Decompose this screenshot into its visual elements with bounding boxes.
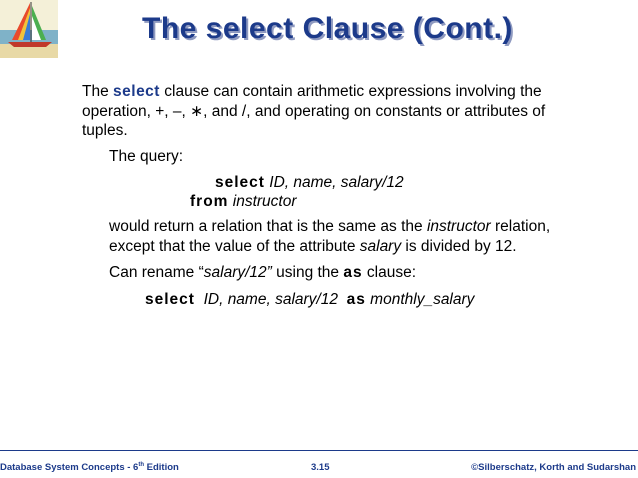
select-keyword: select (215, 174, 265, 191)
slide-title: The select Clause (Cont.) (142, 12, 513, 45)
query-from-line (190, 192, 297, 212)
intro-line-2: operation, +, –, ∗, and /, and operating on constants or attributes of (82, 102, 546, 120)
rename-query-line (145, 290, 474, 310)
result-italic: instructor (426, 218, 491, 235)
query-select-line (215, 173, 404, 193)
footer-left (0, 462, 179, 473)
result-text: relation, (490, 218, 551, 235)
intro-line-1 (82, 82, 545, 102)
intro-text: The (82, 83, 114, 100)
select-keyword: select (113, 83, 160, 100)
footer-sup: th (138, 462, 145, 468)
rename-italic: salary/12” (203, 264, 272, 281)
rename-line (109, 263, 416, 283)
from-keyword: from (190, 193, 229, 210)
result-text: except that the value of the attribute (109, 237, 360, 255)
rename-text: clause: (362, 264, 417, 281)
alias-name: monthly_salary (370, 291, 475, 308)
footer-divider (0, 450, 638, 451)
footer-copyright: ©Silberschatz, Korth and Sudarshan (471, 462, 636, 473)
select-attributes: ID, name, salary/12 (269, 174, 404, 191)
intro-text: clause can contain arithmetic expressions involving the (159, 83, 542, 100)
result-text: is divided by 12. (401, 237, 517, 255)
result-line-2 (109, 237, 550, 257)
footer-book: Database System Concepts - 6 (0, 462, 139, 474)
select-attributes: ID, name, salary/12 (203, 291, 338, 308)
as-keyword: as (343, 264, 363, 281)
query-label: The query: (109, 148, 184, 165)
select-keyword: select (145, 291, 195, 308)
result-italic: salary (359, 237, 402, 255)
intro-line-3: tuples. (82, 122, 128, 139)
footer-page-number: 3.15 (311, 462, 330, 473)
rename-text: Can rename “ (109, 264, 204, 281)
result-paragraph (109, 217, 550, 256)
footer-edition: Edition (144, 462, 179, 474)
from-relation: instructor (232, 193, 297, 210)
intro-paragraph (82, 82, 545, 141)
result-line-1 (109, 217, 550, 237)
result-text: would return a relation that is the same as the (109, 218, 427, 235)
sailboat-icon (0, 0, 58, 58)
rename-text: using the (271, 264, 344, 281)
as-keyword: as (346, 291, 366, 308)
